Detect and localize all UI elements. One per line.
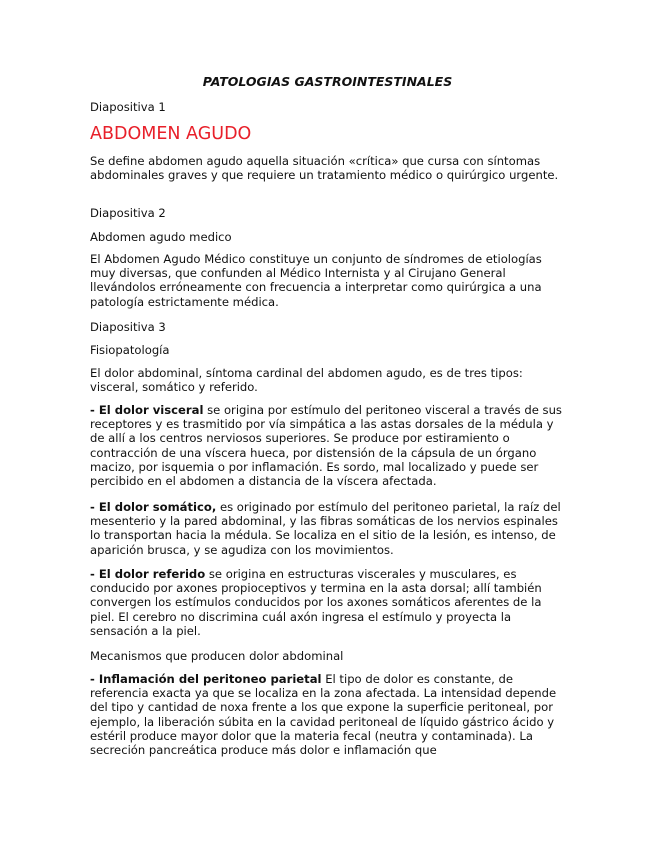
paragraph-referido: [90, 567, 565, 638]
subheading: Mecanismos que producen dolor abdominal: [90, 649, 344, 663]
paragraph-text: se origina en estructuras viscerales y musculares, es conducido por axones propioceptivos y termina en la asta dorsal; allí también convergen los estímulos conducidos por los axones somáticos aferentes de la piel. El cerebro no discrimina cuál axón ingresa el estímulo y proyecta la sensación a la piel.: [90, 567, 542, 638]
paragraph-text: es originado por estímulo del peritoneo parietal, la raíz del mesenterio y la pared abdominal, y las fibras somáticas de los nervios espinales lo transportan hacia la médula. Se localiza en el sitio de la lesión, es intenso, de aparición brusca, y se agudiza con los movimientos.: [90, 500, 561, 557]
paragraph-visceral: [90, 403, 565, 488]
subheading: Fisiopatología: [90, 343, 170, 357]
bold-lead: - El dolor visceral: [90, 403, 204, 417]
document-title: PATOLOGIAS GASTROINTESTINALES: [202, 74, 453, 89]
subheading: Abdomen agudo medico: [90, 230, 232, 244]
slide-label: Diapositiva 3: [90, 320, 166, 334]
bold-lead: - El dolor somático,: [90, 500, 217, 514]
paragraph-text: El tipo de dolor es constante, de referencia exacta ya que se localiza en la zona afectada. La intensidad depende del tipo y cantidad de noxa frente a los que expone la superficie peritoneal, por ejemplo, la liberación súbita en la cavidad peritoneal de líquido gástrico ácido y estéril produce mayor dolor que la materia fecal (neutra y contaminada). La secreción pancreática produce más dolor e inflamación que: [90, 672, 557, 758]
section-heading: ABDOMEN AGUDO: [90, 124, 252, 144]
paragraph-inflamacion: [90, 672, 565, 757]
paragraph: El Abdomen Agudo Médico constituye un conjunto de síndromes de etiologías muy diversas, que confunden al Médico Internista y al Cirujano General llevándolos erróneamente con frecuencia a interpretar como quirúrgica a una patología estrictamente médica.: [90, 252, 542, 309]
paragraph: El dolor abdominal, síntoma cardinal del abdomen agudo, es de tres tipos: visceral, somático y referido.: [90, 366, 523, 395]
paragraph-somatico: [90, 500, 565, 557]
paragraph-text: se origina por estímulo del peritoneo visceral a través de sus receptores y es trasmitido por vía simpática a las astas dorsales de la médula y de allí a los centros nerviosos superiores. Se produce por estiramiento o contracción de una víscera hueca, por distensión de la cápsula de un órgano macizo, por isquemia o por inflamación. Es sordo, mal localizado y puede ser percibido en el abdomen a distancia de la víscera afectada.: [90, 403, 562, 489]
bold-lead: - El dolor referido: [90, 567, 206, 581]
paragraph: Se define abdomen agudo aquella situación «crítica» que cursa con síntomas abdominales graves y que requiere un tratamiento médico o quirúrgico urgente.: [90, 154, 559, 183]
slide-label: Diapositiva 2: [90, 206, 166, 220]
slide-label: Diapositiva 1: [90, 100, 166, 114]
bold-lead: - Inflamación del peritoneo parietal: [90, 672, 322, 686]
